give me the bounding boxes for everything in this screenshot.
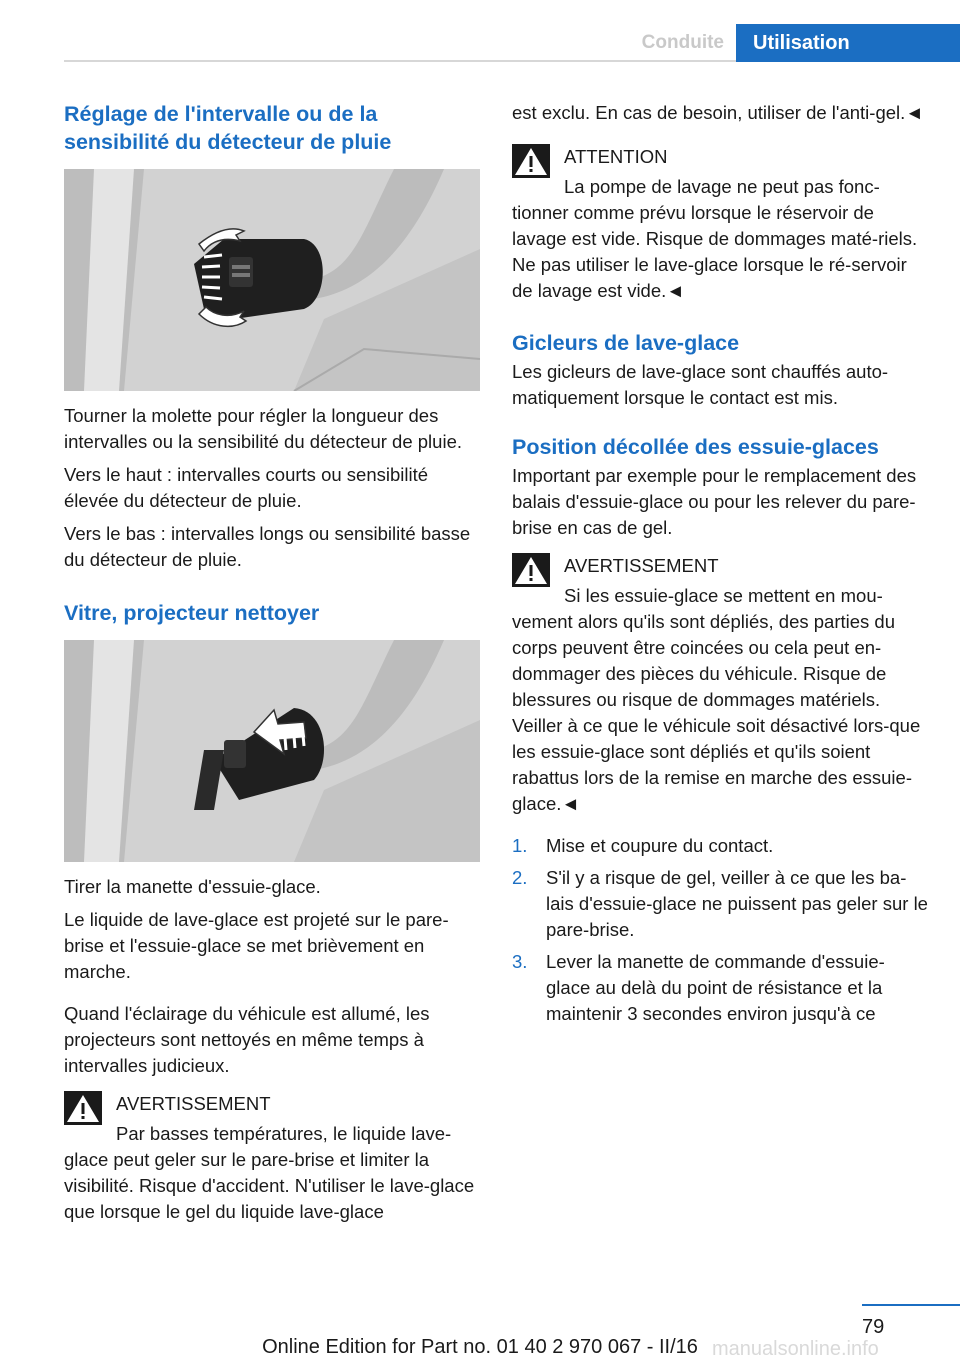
heading-vitre: Vitre, projecteur nettoyer — [64, 601, 320, 625]
warning-label: AVERTISSEMENT — [116, 1093, 271, 1114]
para-vers-bas: Vers le bas : intervalles longs ou sensibilité basse du détecteur de pluie. — [64, 523, 471, 570]
para-gicleurs: Les gicleurs de lave-glace sont chauffés auto-matiquement lorsque le contact est mis. — [512, 361, 889, 408]
step-number: 2. — [512, 867, 528, 888]
edition-footer: Online Edition for Part no. 01 40 2 970 067 - II/16 — [262, 1336, 698, 1358]
warning-triangle-icon — [512, 553, 550, 587]
watermark: manualsonline.info — [712, 1338, 879, 1360]
para-eclairage: Quand l'éclairage du véhicule est allumé, les projecteurs sont nettoyés en même temps à intervalles judicieux. — [64, 1003, 430, 1076]
step-text: S'il y a risque de gel, veiller à ce que les ba-lais d'essuie-glace ne puissent pas geler sur le pare-brise. — [546, 867, 928, 940]
warning-block-position — [512, 553, 928, 817]
para-important: Important par exemple pour le remplacement des balais d'essuie-glace ou pour les relever du pare-brise en cas de gel. — [512, 465, 917, 538]
attention-label: ATTENTION — [564, 146, 668, 167]
para-exclu: est exclu. En cas de besoin, utiliser de l'anti-gel.◄ — [512, 102, 924, 123]
warning-block-gel — [64, 1091, 480, 1225]
warning-text-rest: vement alors qu'ils sont dépliés, des parties du corps peuvent être coincées ou cela peut en-dommager des pièces du véhicule. Risque de blessures ou risque de dommages matériels. Veiller à ce que le véhicule soit désactivé lors-que les essuie-glace sont dépliés et qu'ils soient rabattus lors de la remise en marche des essuie-glace.◄ — [512, 611, 921, 814]
attention-block — [512, 144, 928, 304]
list-item — [512, 949, 928, 1027]
step-text: Lever la manette de commande d'essuie-glace au delà du point de résistance et la maintenir 3 secondes environ jusqu'à ce — [546, 951, 885, 1024]
left-column — [64, 100, 480, 1225]
wiper-stalk-image — [64, 640, 480, 862]
step-number: 3. — [512, 951, 528, 972]
tab-utilisation[interactable]: Utilisation — [736, 24, 960, 62]
right-column — [512, 100, 928, 1033]
attention-text-rest: tionner comme prévu lorsque le réservoir de lavage est vide. Risque de dommages maté-riels. Ne pas utiliser le lave-glace lorsque le ré-servoir de lavage est vide.◄ — [512, 202, 918, 301]
heading-gicleurs: Gicleurs de lave-glace — [512, 331, 740, 355]
warning-label: AVERTISSEMENT — [564, 555, 719, 576]
rain-sensor-dial-image — [64, 169, 480, 391]
para-vers-haut: Vers le haut : intervalles courts ou sensibilité élevée du détecteur de pluie. — [64, 464, 429, 511]
para-tirer: Tirer la manette d'essuie-glace. — [64, 876, 321, 897]
heading-reglage: Réglage de l'intervalle ou de la sensibilité du détecteur de pluie — [64, 102, 392, 154]
list-item — [512, 833, 928, 859]
footer-rule — [862, 1304, 960, 1306]
step-text: Mise et coupure du contact. — [546, 835, 774, 856]
heading-position: Position décollée des essuie-glaces — [512, 435, 879, 459]
para-liquide: Le liquide de lave-glace est projeté sur le pare-brise et l'essuie-glace se met brièvement en marche. — [64, 909, 449, 982]
warning-triangle-icon — [512, 144, 550, 178]
warning-text-first: Par basses températures, le liquide lave- — [116, 1123, 452, 1144]
warning-triangle-icon — [64, 1091, 102, 1125]
page-number: 79 — [862, 1316, 885, 1338]
list-item — [512, 865, 928, 943]
step-number: 1. — [512, 835, 528, 856]
steps-list — [512, 833, 928, 1027]
attention-text-first: La pompe de lavage ne peut pas fonc- — [564, 176, 880, 197]
para-tourner: Tourner la molette pour régler la longueur des intervalles ou la sensibilité du détecteur de pluie. — [64, 405, 462, 452]
tab-conduite[interactable]: Conduite — [641, 32, 724, 53]
warning-text-rest: glace peut geler sur le pare-brise et limiter la visibilité. Risque d'accident. N'utiliser le lave-glace que lorsque le gel du liquide lave-glace — [64, 1149, 475, 1222]
warning-text-first: Si les essuie-glace se mettent en mou- — [564, 585, 883, 606]
